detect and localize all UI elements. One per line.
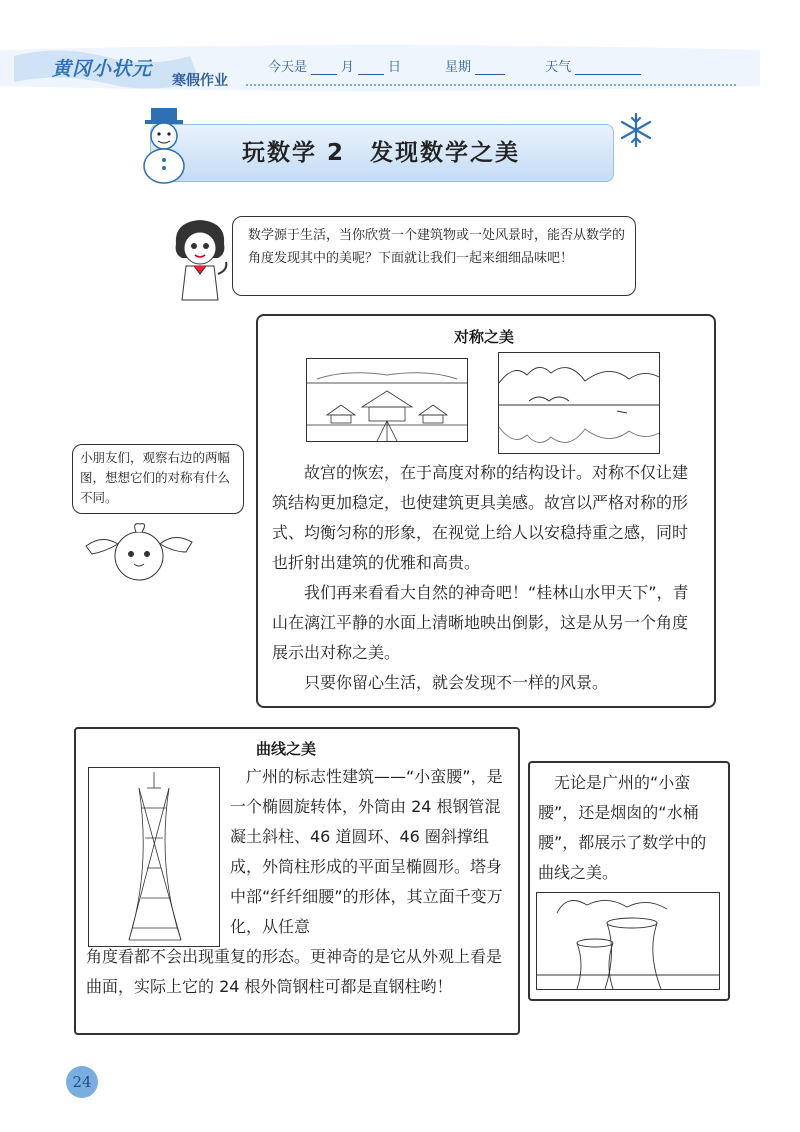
weather-blank bbox=[575, 60, 641, 75]
guilin-landscape-image bbox=[498, 352, 660, 454]
curve-body-bottom: 角度看都不会出现重复的形态。更神奇的是它从外观上看是曲面，实际上它的 24 根外筒钢柱可都是直钢柱哟！ bbox=[86, 947, 503, 996]
canton-tower-image bbox=[88, 767, 220, 947]
curve-body-top: 广州的标志性建筑——“小蛮腰”，是一个椭圆旋转体，外筒由 24 根钢管混凝土斜柱、46 道圆环、46 圈斜撑组成，外筒柱形成的平面呈椭圆形。塔身中部“纤纤细腰”的形体，其立面千变万化，从任意 bbox=[230, 767, 503, 936]
girl-illustration bbox=[168, 214, 232, 304]
symmetry-paragraph: 我们再来看看大自然的神奇吧！“桂林山水甲天下”，青山在漓江平静的水面上清晰地映出倒影，这是从另一个角度展示出对称之美。 bbox=[272, 583, 689, 662]
month-label: 月 bbox=[341, 60, 355, 75]
weekday-label: 星期 bbox=[445, 60, 472, 75]
header-divider bbox=[246, 84, 736, 86]
brand-logo: 黄冈小状元 bbox=[52, 58, 153, 80]
hint-text: 小朋友们，观察右边的两幅图，想想它们的对称有什么不同。 bbox=[80, 450, 231, 505]
day-label: 日 bbox=[388, 60, 402, 75]
forbidden-city-image bbox=[306, 358, 468, 442]
symmetry-body bbox=[272, 458, 698, 698]
workbook-label: 寒假作业 bbox=[172, 73, 228, 89]
curve-title: 曲线之美 bbox=[256, 740, 317, 758]
symmetry-title: 对称之美 bbox=[453, 328, 514, 346]
date-prefix: 今天是 bbox=[268, 60, 308, 75]
weekday-blank bbox=[475, 60, 505, 75]
symmetry-paragraph: 只要你留心生活，就会发现不一样的风景。 bbox=[304, 673, 609, 692]
page-title: 玩数学 2 发现数学之美 bbox=[241, 140, 520, 166]
day-blank bbox=[358, 60, 384, 75]
snowflake-icon bbox=[618, 112, 654, 148]
symmetry-paragraph: 故宫的恢宏，在于高度对称的结构设计。对称不仅让建筑结构更加稳定，也使建筑更具美感。故宫以严格对称的形式、均衡匀称的形象，在视觉上给人以安稳持重之感，同时也折射出建筑的优雅和高贵。 bbox=[272, 463, 689, 572]
page-number: 24 bbox=[66, 1066, 98, 1098]
mascot-illustration bbox=[84, 516, 194, 586]
cooling-tower-image bbox=[536, 892, 720, 990]
intro-text: 数学源于生活，当你欣赏一个建筑物或一处风景时，能否从数学的角度发现其中的美呢？下面就让我们一起来细细品味吧！ bbox=[248, 228, 626, 266]
snowman-icon bbox=[137, 106, 193, 184]
curve-note-text: 无论是广州的“小蛮腰”，还是烟囱的“水桶腰”，都展示了数学中的曲线之美。 bbox=[538, 773, 707, 882]
weather-label: 天气 bbox=[545, 60, 572, 75]
month-blank bbox=[311, 60, 337, 75]
date-line bbox=[268, 56, 641, 75]
